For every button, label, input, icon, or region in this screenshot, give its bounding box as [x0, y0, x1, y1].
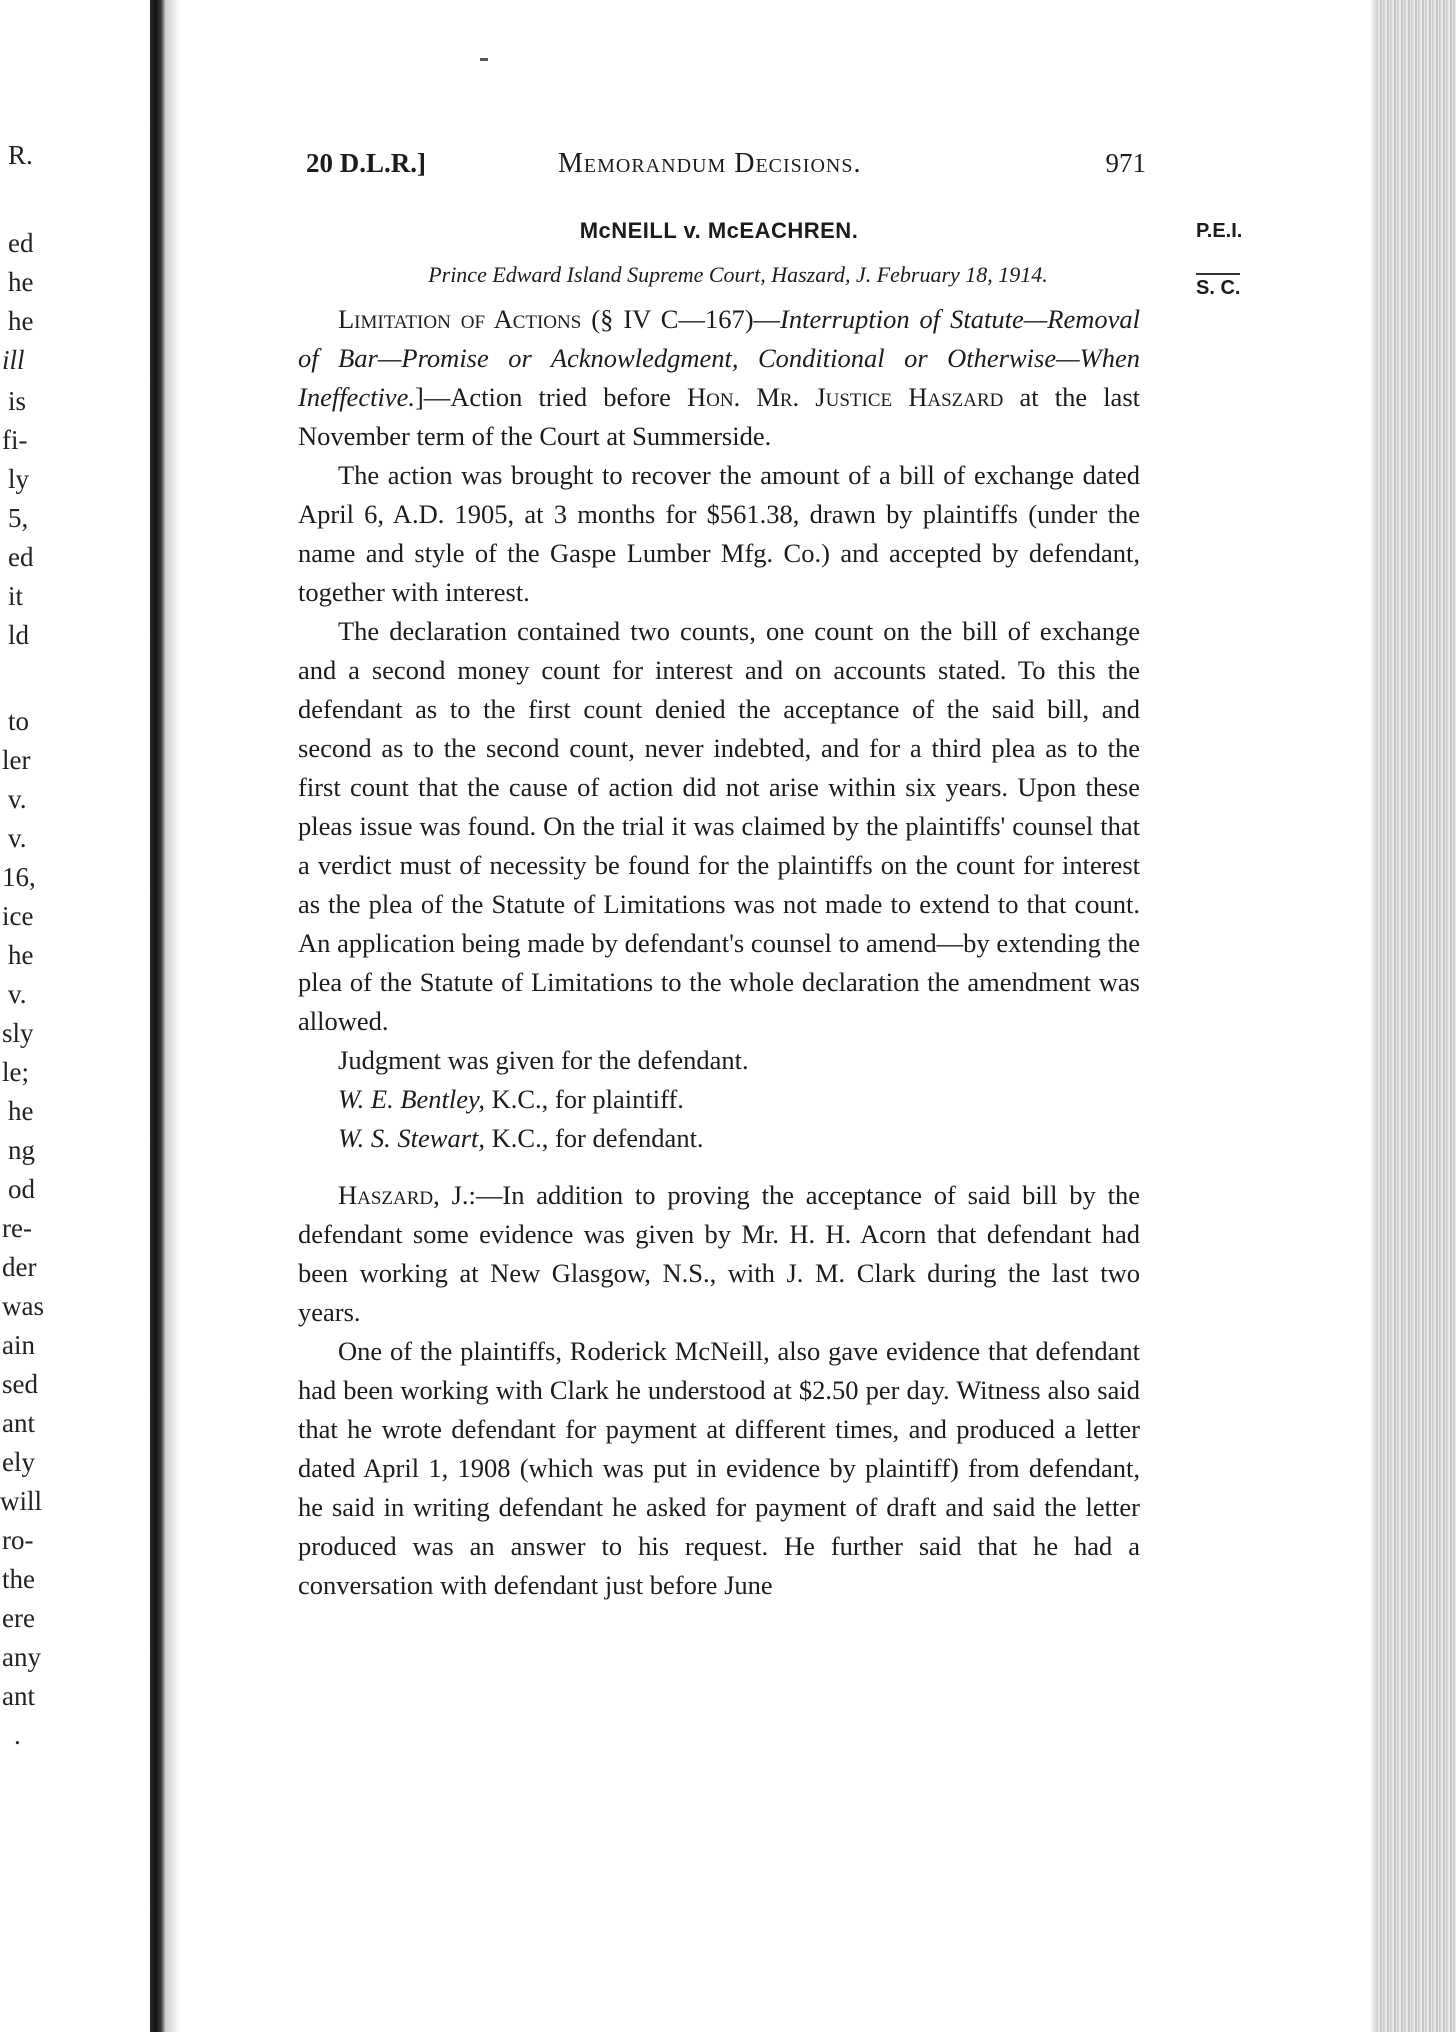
court-line: Prince Edward Island Supreme Court, Haszard, J. February 18, 1914.	[428, 262, 1048, 287]
left-page-fragment: sly	[2, 1018, 34, 1048]
left-page-fragment: sed	[2, 1369, 38, 1399]
left-page-fragment: ant	[2, 1681, 35, 1711]
headnote	[298, 300, 1140, 456]
defendant-counsel-role: K.C., for defendant.	[485, 1123, 704, 1153]
running-head	[298, 148, 1146, 188]
left-page-fragment: re-	[2, 1213, 32, 1243]
headnote-topic: Limitation of Actions	[338, 304, 582, 334]
left-page-fragment: ill	[2, 345, 25, 375]
left-page-fragment: he	[8, 267, 34, 297]
left-page-fragment: 16,	[2, 862, 36, 892]
left-page-fragment: ere	[2, 1603, 35, 1633]
defendant-counsel-name: W. S. Stewart,	[338, 1123, 485, 1153]
margin-province: P.E.I.	[1196, 220, 1243, 242]
left-page-fragment: ld	[8, 620, 30, 650]
left-page-fragment: ed	[8, 228, 34, 258]
opinion-text: :—In addition to proving the acceptance of said bill by the defendant some evidence was given by Mr. H. H. Acorn that defendant had been working at New Glasgow, N.S., with J. M. Clark during the last two years.	[298, 1180, 1140, 1327]
left-page-fragment: ice	[2, 901, 34, 931]
page-number: 971	[1105, 148, 1146, 178]
left-page-fragment: ain	[2, 1330, 35, 1360]
left-page-fragment: the	[2, 1564, 35, 1594]
left-page-fragment: is	[8, 386, 27, 416]
left-page-fragment: any	[2, 1642, 41, 1672]
counsel-plaintiff	[298, 1080, 1140, 1119]
left-page-fragment: fi-	[2, 425, 28, 455]
page-stack-edge	[1378, 0, 1456, 2032]
left-page-fragment: ely	[2, 1447, 35, 1477]
left-page-fragment: ed	[8, 542, 34, 572]
left-page-fragment: he	[8, 1096, 34, 1126]
headnote-italic: Interruption of Statute—Removal of Bar—Promise or Acknowledgment, Conditional or Otherwise—When Ineffective.	[298, 304, 1141, 412]
left-page-fragment: v.	[8, 979, 27, 1009]
book-spine	[150, 0, 166, 2032]
spacer	[298, 1158, 1140, 1176]
left-page-fragment: ant	[2, 1408, 35, 1438]
opinion-judge: Haszard, J.	[338, 1180, 469, 1210]
left-page-fragment: will	[0, 1486, 43, 1516]
left-page-fragment: to	[8, 706, 30, 736]
headnote-judge: Hon. Mr. Justice Haszard	[687, 382, 1004, 412]
headnote-rest-pre: ]—Action tried before	[414, 382, 687, 412]
paragraph-evidence: One of the plaintiffs, Roderick McNeill, also gave evidence that defendant had been working with Clark he understood at $2.50 per day. Witness also said that he wrote defendant for payment at different times, and produced a letter dated April 1, 1908 (which was put in evidence by plaintiff) from defendant, he said in writing defendant he asked for payment of draft and said the letter produced was an answer to his request. He further said that he had a conversation with defendant just before June	[298, 1336, 1140, 1600]
left-page-fragment: od	[8, 1174, 35, 1204]
page-speck	[480, 58, 488, 61]
plaintiff-counsel-role: K.C., for plaintiff.	[484, 1084, 684, 1114]
section-title: Memorandum Decisions.	[558, 148, 862, 179]
left-page-fragment: ro-	[2, 1525, 34, 1555]
left-page-fragment: ng	[8, 1135, 35, 1165]
left-page-fragment: it	[8, 581, 24, 611]
spine-shadow	[166, 0, 180, 2032]
left-page-fragment: v.	[8, 823, 27, 853]
left-page-fragment: he	[8, 306, 34, 336]
left-page-fragment: 5,	[8, 503, 29, 533]
left-page-fragment: ler	[2, 745, 31, 775]
plaintiff-counsel-name: W. E. Bentley,	[338, 1084, 485, 1114]
left-page-fragment: was	[2, 1291, 44, 1321]
paragraph-facts: The action was brought to recover the amount of a bill of exchange dated April 6, A.D. 1905, at 3 months for $561.38, drawn by plaintiffs (under the name and style of the Gaspe Lumber Mfg. Co.) and accepted by defendant, together with interest.	[298, 460, 1140, 607]
left-page-fragment: .	[14, 1720, 21, 1750]
volume-reference: 20 D.L.R.]	[306, 148, 426, 178]
body-text	[298, 300, 1140, 1605]
left-page-fragment: v.	[8, 784, 27, 814]
counsel-defendant	[298, 1119, 1140, 1158]
paragraph-judgment-given: Judgment was given for the defendant.	[338, 1045, 749, 1075]
paragraph-pleadings: The declaration contained two counts, one count on the bill of exchange and a second money count for interest and on accounts stated. To this the defendant as to the first count denied the acceptance of the said bill, and second as to the second count, never indebted, and for a third plea as to the first count that the cause of action did not arise within six years. Upon these pleas issue was found. On the trial it was claimed by the plaintiffs' counsel that a verdict must of necessity be found for the plaintiffs on the count for interest as the plea of the Statute of Limitations was not made to extend to that count. An application being made by defendant's counsel to amend—by extending the plea of the Statute of Limitations to the whole declaration the amendment was allowed.	[298, 616, 1140, 1036]
left-page-fragment: ly	[8, 464, 30, 494]
left-page-fragment: he	[8, 940, 34, 970]
margin-court: S. C.	[1196, 273, 1240, 300]
left-page-fragment: le;	[2, 1057, 29, 1087]
left-page-fragment: R.	[8, 140, 33, 170]
paragraph-opinion-start	[298, 1176, 1140, 1332]
headnote-rest-post: at the last November term of the Court at Summerside.	[298, 382, 1140, 451]
case-title: McNEILL v. McEACHREN.	[579, 218, 859, 243]
left-page-fragment: der	[2, 1252, 37, 1282]
headnote-reference: (§ IV C—167)—	[591, 304, 781, 334]
